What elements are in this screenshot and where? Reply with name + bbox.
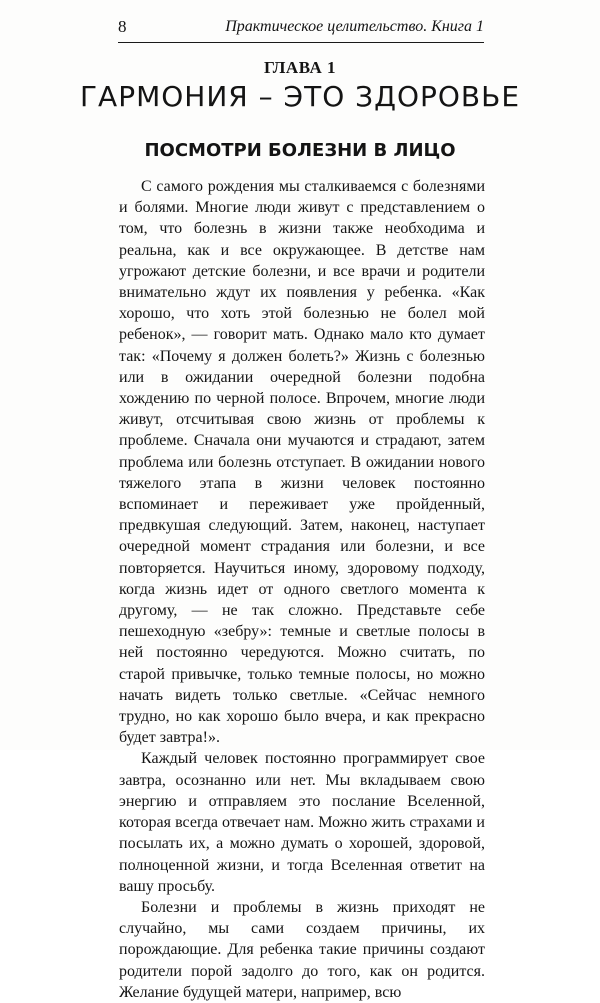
body-text [119, 176, 485, 1003]
page-number: 8 [118, 17, 127, 36]
paragraph: Болезни и проблемы в жизнь приходят не случайно, мы сами создаем причины, их порождающие. Для ребенка такие причины создают родители порой задолго до того, как он родится. Желание будущей матери, например, всю [119, 898, 485, 1001]
section-title: ПОСМОТРИ БОЛЕЗНИ В ЛИЦО [144, 140, 456, 161]
paragraph: С самого рождения мы сталкиваемся с болезнями и болями. Многие люди живут с представлением о том, что болезнь в жизни также необходима и реальна, как и все окружающее. В детстве нам угрожают детские болезни, и все врачи и родители внимательно ждут их появления у ребенка. «Как хорошо, что хоть этой болезнью не болел мой ребенок», — говорит мать. Однако мало кто думает так: «Почему я должен болеть?» Жизнь с болезнью или в ожидании очередной болезни подобна хождению по черной полосе. Впрочем, многие люди живут, отсчитывая свою жизнь от проблемы к проблеме. Сначала они мучаются и страдают, затем проблема или болезнь отступает. В ожидании нового тяжелого этапа в жизни человек постоянно вспоминает и переживает уже пройденный, предвкушая следующий. Затем, наконец, наступает очередной момент страдания или болезни, и все повторяется. Научиться иному, здоровому подходу, когда жизнь идет от одного светлого момента к другому, — не так сложно. Представьте себе пешеходную «зебру»: темные и светлые полосы в ней постоянно чередуются. Можно считать, по старой привычке, только темные полосы, но можно начать видеть только светлые. «Сейчас немного трудно, но как хорошо было вчера, и как прекрасно будет завтра!». [119, 178, 485, 747]
paragraph: Каждый человек постоянно программирует свое завтра, осознанно или нет. Мы вкладываем свою энергию и отправляем это послание Вселенной, которая всегда отвечает нам. Можно жить страхами и посылать их, а можно думать о хорошей, здоровой, полноценной жизни, и тогда Вселенная ответит на вашу просьбу. [119, 750, 485, 895]
running-header [118, 16, 484, 43]
book-title: Практическое целительство. Книга 1 [225, 18, 484, 35]
chapter-title: ГАРМОНИЯ – ЭТО ЗДОРОВЬЕ [79, 80, 521, 113]
chapter-label: ГЛАВА 1 [264, 58, 336, 77]
